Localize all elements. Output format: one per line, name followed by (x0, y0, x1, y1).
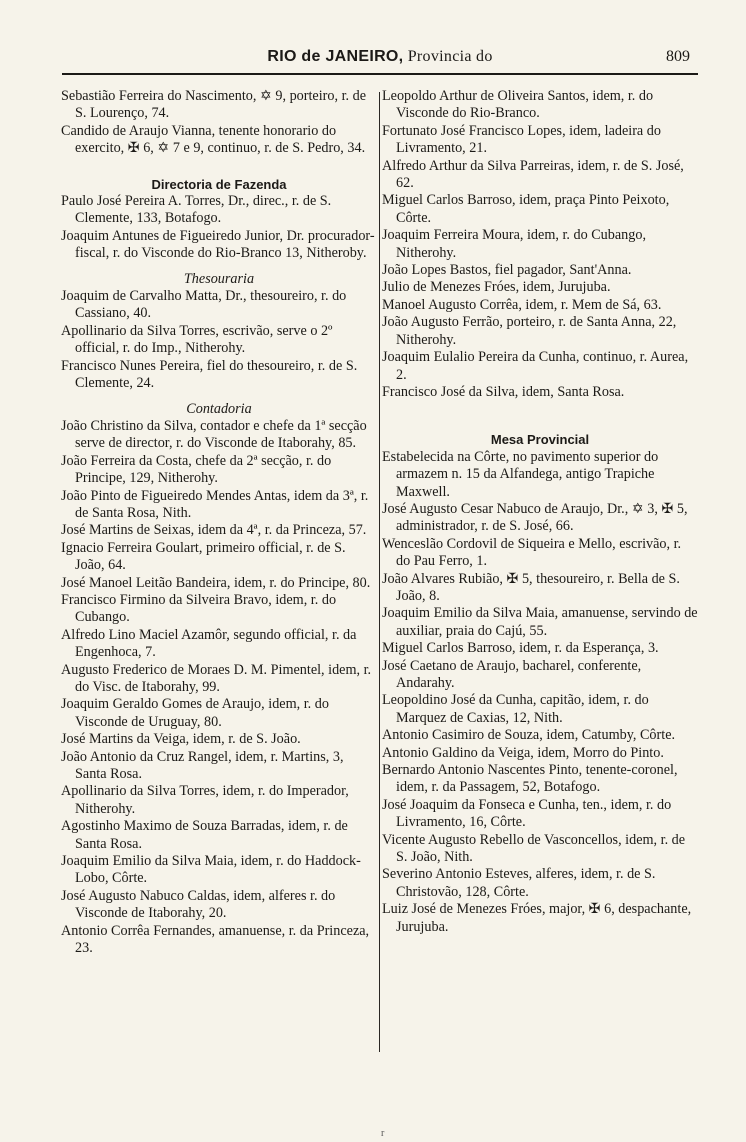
section-heading-mesa: Mesa Provincial (490, 432, 590, 448)
list-item: Francisco José da Silva, idem, Santa Rosa. (382, 383, 625, 400)
list-item: João Antonio da Cruz Rangel, idem, r. Martins, 3, Santa Rosa. (61, 748, 344, 783)
list-item: João Christino da Silva, contador e chefe da 1ª secção serve de director, r. do Visconde de Itaborahy, 85. (61, 417, 367, 452)
list-item: Alfredo Lino Maciel Azamôr, segundo official, r. da Engenhoca, 7. (61, 626, 357, 661)
list-item: Antonio Galdino da Veiga, idem, Morro do Pinto. (382, 744, 664, 761)
section-heading-directoria: Directoria de Fazenda (151, 176, 287, 192)
list-item: Francisco Nunes Pereira, fiel do thesoureiro, r. de S. Clemente, 24. (61, 357, 358, 392)
list-item: José Manoel Leitão Bandeira, idem, r. do Principe, 80. (61, 574, 371, 591)
page-title-rest: Provincia do (403, 48, 493, 65)
list-item: Fortunato José Francisco Lopes, idem, ladeira do Livramento, 21. (382, 122, 661, 157)
list-item: Leopoldino José da Cunha, capitão, idem, r. do Marquez de Caxias, 12, Nith. (382, 692, 649, 726)
list-item: Joaquim de Carvalho Matta, Dr., thesoureiro, r. do Cassiano, 40. (61, 288, 347, 322)
list-item: Julio de Menezes Fróes, idem, Jurujuba. (382, 279, 611, 296)
list-item: Joaquim Eulalio Pereira da Cunha, continuo, r. Aurea, 2. (382, 349, 689, 383)
list-item: Candido de Araujo Vianna, tenente honorario do exercito, ✠ 6, ✡ 7 e 9, continuo, r. de S. Pedro, 34. (61, 122, 366, 157)
list-item: Apollinario da Silva Torres, escrivão, serve o 2º official, r. do Imp., Nitherohy. (61, 322, 333, 357)
list-item: João Lopes Bastos, fiel pagador, Sant'Anna. (382, 262, 632, 279)
list-item: João Pinto de Figueiredo Mendes Antas, idem da 3ª, r. de Santa Rosa, Nith. (61, 487, 369, 521)
list-item: Francisco Firmino da Silveira Bravo, idem, r. do Cubango. (61, 591, 337, 626)
list-item: Joaquim Antunes de Figueiredo Junior, Dr. procurador-fiscal, r. do Visconde do Rio-Branco 13, Nitheroby. (61, 227, 375, 262)
list-item: Joaquim Emilio da Silva Maia, amanuense, servindo de auxiliar, praia do Cajú, 55. (382, 605, 698, 639)
list-item: Miguel Carlos Barroso, idem, praça Pinto Peixoto, Côrte. (382, 192, 670, 226)
list-item: Bernardo Antonio Nascentes Pinto, tenente-coronel, idem, r. da Passagem, 52, Botafogo. (382, 762, 678, 796)
list-item: José Augusto Cesar Nabuco de Araujo, Dr., ✡ 3, ✠ 5, administrador, r. de S. José, 66. (382, 500, 688, 535)
list-item: José Martins de Seixas, idem da 4ª, r. da Princeza, 57. (61, 522, 367, 539)
list-item: Vicente Augusto Rebello de Vasconcellos, idem, r. de S. João, Nith. (382, 831, 686, 866)
list-item: João Augusto Ferrão, porteiro, r. de Santa Anna, 22, Nitherohy. (382, 314, 677, 348)
list-item: Joaquim Ferreira Moura, idem, r. do Cubango, Nitherohy. (382, 227, 646, 261)
left-column (61, 88, 377, 958)
list-item: Severino Antonio Esteves, alferes, idem, r. de S. Christovão, 128, Côrte. (382, 866, 656, 900)
list-item: José Martins da Veiga, idem, r. de S. João. (61, 731, 301, 748)
list-item: Antonio Corrêa Fernandes, amanuense, r. da Princeza, 23. (61, 922, 370, 957)
list-item: João Ferreira da Costa, chefe da 2ª secção, r. do Principe, 129, Nitherohy. (61, 452, 332, 487)
list-item: Augusto Frederico de Moraes D. M. Pimentel, idem, r. do Visc. de Itaborahy, 99. (61, 661, 372, 695)
section-heading-contadoria: Contadoria (186, 400, 252, 417)
column-divider (379, 92, 380, 1052)
section-heading-thesouraria: Thesouraria (183, 270, 255, 287)
list-item: Alfredo Arthur da Silva Parreiras, idem, r. de S. José, 62. (382, 157, 684, 192)
stray-mark: r (381, 1128, 385, 1139)
list-item: Estabelecida na Côrte, no pavimento superior do armazem n. 15 da Alfandega, antigo Trapiche Maxwell. (382, 448, 659, 500)
list-item: Agostinho Maximo de Souza Barradas, idem, r. de Santa Rosa. (61, 818, 348, 852)
list-item: Leopoldo Arthur de Oliveira Santos, idem, r. do Visconde do Rio-Branco. (382, 88, 654, 122)
list-item: José Joaquim da Fonseca e Cunha, ten., idem, r. do Livramento, 16, Côrte. (382, 796, 672, 831)
page-title (60, 48, 700, 66)
list-item: Joaquim Geraldo Gomes de Araujo, idem, r. do Visconde de Uruguay, 80. (61, 696, 329, 730)
right-column (382, 88, 698, 936)
list-item: Ignacio Ferreira Goulart, primeiro official, r. de S. João, 64. (61, 539, 346, 574)
page-title-bold: RIO de JANEIRO, (267, 48, 404, 65)
list-item: Luiz José de Menezes Fróes, major, ✠ 6, despachante, Jurujuba. (382, 901, 692, 935)
list-item: Sebastião Ferreira do Nascimento, ✡ 9, porteiro, r. de S. Lourenço, 74. (61, 88, 367, 122)
list-item: Joaquim Emilio da Silva Maia, idem, r. do Haddock-Lobo, Côrte. (61, 853, 361, 887)
list-item: João Alvares Rubião, ✠ 5, thesoureiro, r. Bella de S. João, 8. (382, 570, 680, 604)
list-item: Paulo José Pereira A. Torres, Dr., direc., r. de S. Clemente, 133, Botafogo. (61, 193, 332, 227)
header-rule (62, 73, 698, 75)
list-item: Apollinario da Silva Torres, idem, r. do Imperador, Nitherohy. (61, 783, 349, 817)
list-item: José Augusto Nabuco Caldas, idem, alferes r. do Visconde de Itaborahy, 20. (61, 887, 336, 922)
list-item: Wenceslão Cordovil de Siqueira e Mello, escrivão, r. do Pau Ferro, 1. (382, 535, 682, 570)
page-number: 809 (666, 48, 690, 65)
page-header (60, 48, 700, 70)
list-item: Manoel Augusto Corrêa, idem, r. Mem de Sá, 63. (382, 296, 662, 313)
list-item: Antonio Casimiro de Souza, idem, Catumby, Côrte. (382, 727, 676, 744)
list-item: Miguel Carlos Barroso, idem, r. da Esperança, 3. (382, 640, 659, 657)
list-item: José Caetano de Araujo, bacharel, conferente, Andarahy. (382, 657, 642, 691)
